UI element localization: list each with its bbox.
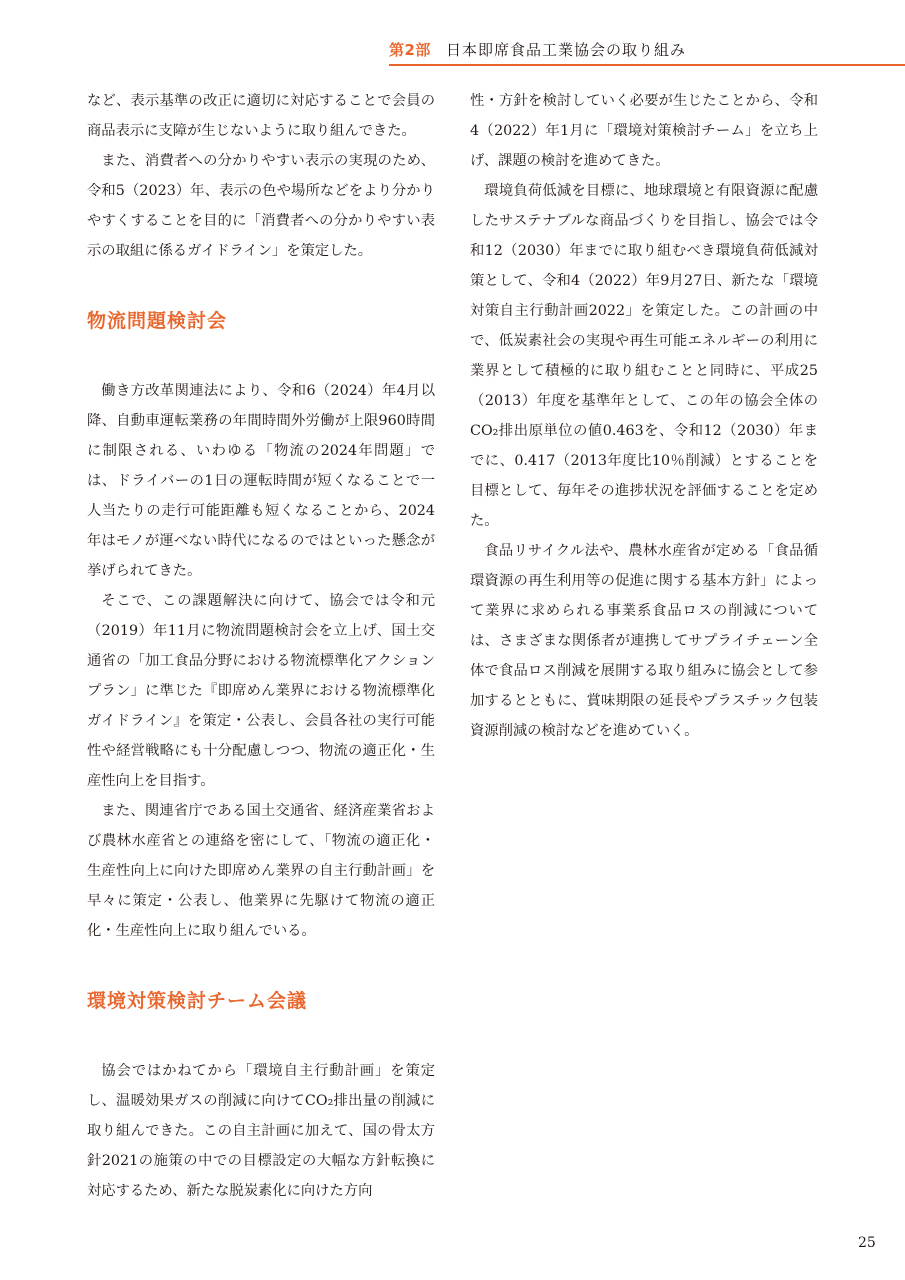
paragraph: そこで、この課題解決に向けて、協会では令和元（2019）年11月に物流問題検討会を立上げ、国土交通省の「加工食品分野における物流標準化アクションプラン」に準じた『即席めん業界における物流標準化ガイドライン』を策定・公表し、会員各社の実行可能性や経営戦略にも十分配慮しつつ、物流の適正化・生産性向上を目指す。 [87, 593, 435, 789]
paragraph: また、関連省庁である国土交通省、経済産業省および農林水産省との連絡を密にして、「物流の適正化・生産性向上に向けた即席めん業界の自主行動計画」を早々に策定・公表し、他業界に先駆けて物流の適正化・生産性向上に取り組んでいる。 [87, 803, 435, 939]
heading-environment: 環境対策検討チーム会議 [87, 990, 308, 1012]
right-column [470, 86, 818, 746]
header-rule [389, 64, 905, 66]
paragraph: 食品リサイクル法や、農林水産省が定める「食品循環資源の再生利用等の促進に関する基本方針」によって業界に求められる事業系食品ロスの削減については、さまざまな関係者が連携してサプライチェーン全体で食品ロス削減を展開する取り組みに協会として参加するとともに、賞味期限の延長やプラスチック包装資源削減の検討などを進めていく。 [470, 543, 818, 739]
paragraph: また、消費者への分かりやすい表示の実現のため、令和5（2023）年、表示の色や場所などをより分かりやすくすることを目的に「消費者への分かりやすい表示の取組に係るガイドライン」を策定した。 [87, 153, 435, 259]
page-number: 25 [858, 1235, 876, 1251]
paragraph: 環境負荷低減を目標に、地球環境と有限資源に配慮したサステナブルな商品づくりを目指し、協会では令和12（2030）年までに取り組むべき環境負荷低減対策として、令和4（2022）年9月27日、新たな「環境対策自主行動計画2022」を策定した。この計画の中で、低炭素社会の実現や再生可能エネルギーの利用に業界として積極的に取り組むことと同時に、平成25（2013）年度を基準年として、この年の協会全体のCO₂排出原単位の値0.463を、令和12（2030）年までに、0.417（2013年度比10％削減）とすることを目標として、毎年その進捗状況を評価することを定めた。 [470, 183, 818, 529]
paragraph: 働き方改革関連法により、令和6（2024）年4月以降、自動車運転業務の年間時間外労働が上限960時間に制限される、いわゆる「物流の2024年問題」では、ドライバーの1日の運転時間が短くなることで一人当たりの走行可能距離も短くなることから、2024年はモノが運べない時代になるのではといった懸念が挙げられてきた。 [87, 383, 435, 579]
paragraph: 協会ではかねてから「環境自主行動計画」を策定し、温暖効果ガスの削減に向けてCO₂排出量の削減に取り組んできた。この自主計画に加えて、国の骨太方針2021の施策の中での目標設定の大幅な方針転換に対応するため、新たな脱炭素化に向けた方向 [87, 1063, 435, 1199]
page-header [0, 0, 905, 66]
part-label: 第2部 [389, 41, 431, 59]
left-column [87, 86, 435, 1206]
section-title: 日本即席食品工業協会の取り組み [446, 41, 687, 59]
heading-logistics: 物流問題検討会 [87, 310, 228, 332]
paragraph: など、表示基準の改正に適切に対応することで会員の商品表示に支障が生じないように取り組んできた。 [87, 93, 435, 139]
paragraph: 性・方針を検討していく必要が生じたことから、令和4（2022）年1月に「環境対策検討チーム」を立ち上げ、課題の検討を進めてきた。 [470, 93, 818, 169]
